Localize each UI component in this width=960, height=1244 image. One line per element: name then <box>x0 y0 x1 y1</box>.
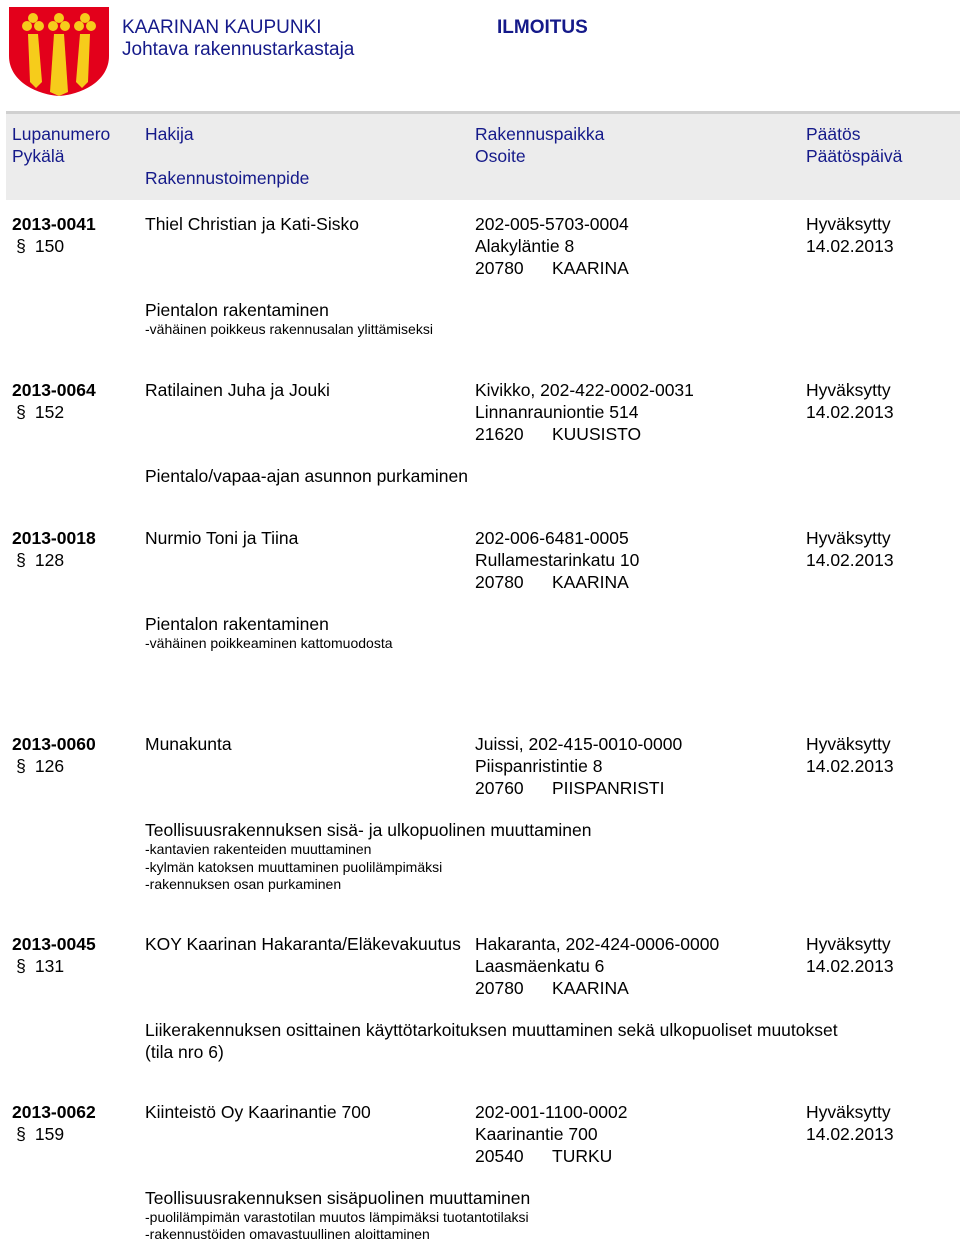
applicant: Kiinteistö Oy Kaarinantie 700 <box>145 1102 371 1122</box>
municipality: KAARINA <box>552 572 629 592</box>
decision: Hyväksytty <box>806 934 891 954</box>
applicant: Ratilainen Juha ja Jouki <box>145 380 330 400</box>
section-number: § 152 <box>12 401 64 423</box>
decision: Hyväksytty <box>806 214 891 234</box>
applicant: Nurmio Toni ja Tiina <box>145 528 299 548</box>
section-symbol: § <box>16 402 26 422</box>
address: Piispanristintie 8 <box>475 756 603 776</box>
postal-code: 20540 <box>475 1146 524 1166</box>
permit-number: 2013-0045 <box>12 934 96 954</box>
permit-number: 2013-0060 <box>12 734 96 754</box>
construction-measure: Pientalo/vapaa-ajan asunnon purkaminen <box>145 466 469 486</box>
building-site: Kivikko, 202-422-0002-0031 <box>475 380 694 400</box>
column-header-rakennuspaikka: Rakennuspaikka Osoite <box>475 124 605 166</box>
organization-name <box>122 17 354 61</box>
address: Alakyläntie 8 <box>475 236 575 256</box>
postal-code: 20780 <box>475 978 524 998</box>
applicant: KOY Kaarinan Hakaranta/Eläkevakuutus <box>145 934 461 954</box>
construction-measure: Pientalon rakentaminen <box>145 300 329 320</box>
municipality: TURKU <box>552 1146 613 1166</box>
construction-measure: Teollisuusrakennuksen sisäpuolinen muuttaminen <box>145 1188 531 1208</box>
address: Kaarinantie 700 <box>475 1124 598 1144</box>
section-symbol: § <box>16 956 26 976</box>
municipality: PIISPANRISTI <box>552 778 665 798</box>
organization-line1: KAARINAN KAUPUNKI <box>122 17 322 38</box>
organization-line2: Johtava rakennustarkastaja <box>122 39 355 60</box>
address: Rullamestarinkatu 10 <box>475 550 640 570</box>
section-number: § 126 <box>12 755 64 777</box>
section-number: § 150 <box>12 235 64 257</box>
address: Linnanrauniontie 514 <box>475 402 639 422</box>
section-symbol: § <box>16 756 26 776</box>
applicant: Thiel Christian ja Kati-Sisko <box>145 214 359 234</box>
postal-code: 21620 <box>475 424 524 444</box>
decision: Hyväksytty <box>806 380 891 400</box>
permit-number: 2013-0062 <box>12 1102 96 1122</box>
section-symbol: § <box>16 236 26 256</box>
document-title: ILMOITUS <box>497 17 588 38</box>
applicant: Munakunta <box>145 734 232 754</box>
decision-date: 14.02.2013 <box>806 550 894 570</box>
construction-measure: Liikerakennuksen osittainen käyttötarkoituksen muuttaminen sekä ulkopuoliset muutokset (tila nro 6) <box>145 1020 838 1062</box>
postal-code: 20780 <box>475 258 524 278</box>
municipality: KUUSISTO <box>552 424 642 444</box>
section-number: § 159 <box>12 1123 64 1145</box>
measure-detail: -vähäinen poikkeus rakennusalan ylittämiseksi <box>145 321 433 337</box>
postal-code: 20780 <box>475 572 524 592</box>
section-symbol: § <box>16 550 26 570</box>
construction-measure: Pientalon rakentaminen <box>145 614 329 634</box>
building-site: Juissi, 202-415-0010-0000 <box>475 734 683 754</box>
column-header-paatos: Päätös Päätöspäivä <box>806 124 903 166</box>
decision-date: 14.02.2013 <box>806 956 894 976</box>
decision-date: 14.02.2013 <box>806 1124 894 1144</box>
permit-number: 2013-0018 <box>12 528 96 548</box>
measure-detail: -rakennuksen osan purkaminen <box>145 876 342 892</box>
section-number: § 128 <box>12 549 64 571</box>
measure-detail: -puolilämpimän varastotilan muutos lämpimäksi tuotantotilaksi <box>145 1209 529 1225</box>
column-header-hakija: Hakija Rakennustoimenpide <box>145 124 310 188</box>
address: Laasmäenkatu 6 <box>475 956 605 976</box>
permit-number: 2013-0041 <box>12 214 96 234</box>
measure-detail: -kylmän katoksen muuttaminen puolilämpimäksi <box>145 858 443 875</box>
postal-code: 20760 <box>475 778 524 798</box>
municipality: KAARINA <box>552 978 629 998</box>
measure-detail: -rakennustöiden omavastuullinen aloittaminen <box>145 1226 430 1242</box>
building-site: 202-001-1100-0002 <box>475 1102 628 1122</box>
decision-date: 14.02.2013 <box>806 402 894 422</box>
decision: Hyväksytty <box>806 1102 891 1122</box>
building-site: 202-006-6481-0005 <box>475 528 629 548</box>
building-site: Hakaranta, 202-424-0006-0000 <box>475 933 723 955</box>
column-header-lupanumero: Lupanumero Pykälä <box>12 124 111 166</box>
decision-date: 14.02.2013 <box>806 756 894 776</box>
measure-detail: -kantavien rakenteiden muuttaminen <box>145 841 372 857</box>
permit-number: 2013-0064 <box>12 380 96 400</box>
building-site: 202-005-5703-0004 <box>475 214 629 234</box>
construction-measure: Teollisuusrakennuksen sisä- ja ulkopuolinen muuttaminen <box>145 820 592 840</box>
section-symbol: § <box>16 1124 26 1144</box>
decision-date: 14.02.2013 <box>806 236 894 256</box>
decision: Hyväksytty <box>806 528 891 548</box>
section-number: § 131 <box>12 955 64 977</box>
measure-detail: -vähäinen poikkeaminen kattomuodosta <box>145 635 393 651</box>
coat-of-arms-logo <box>6 4 112 98</box>
municipality: KAARINA <box>552 258 629 278</box>
decision: Hyväksytty <box>806 734 891 754</box>
